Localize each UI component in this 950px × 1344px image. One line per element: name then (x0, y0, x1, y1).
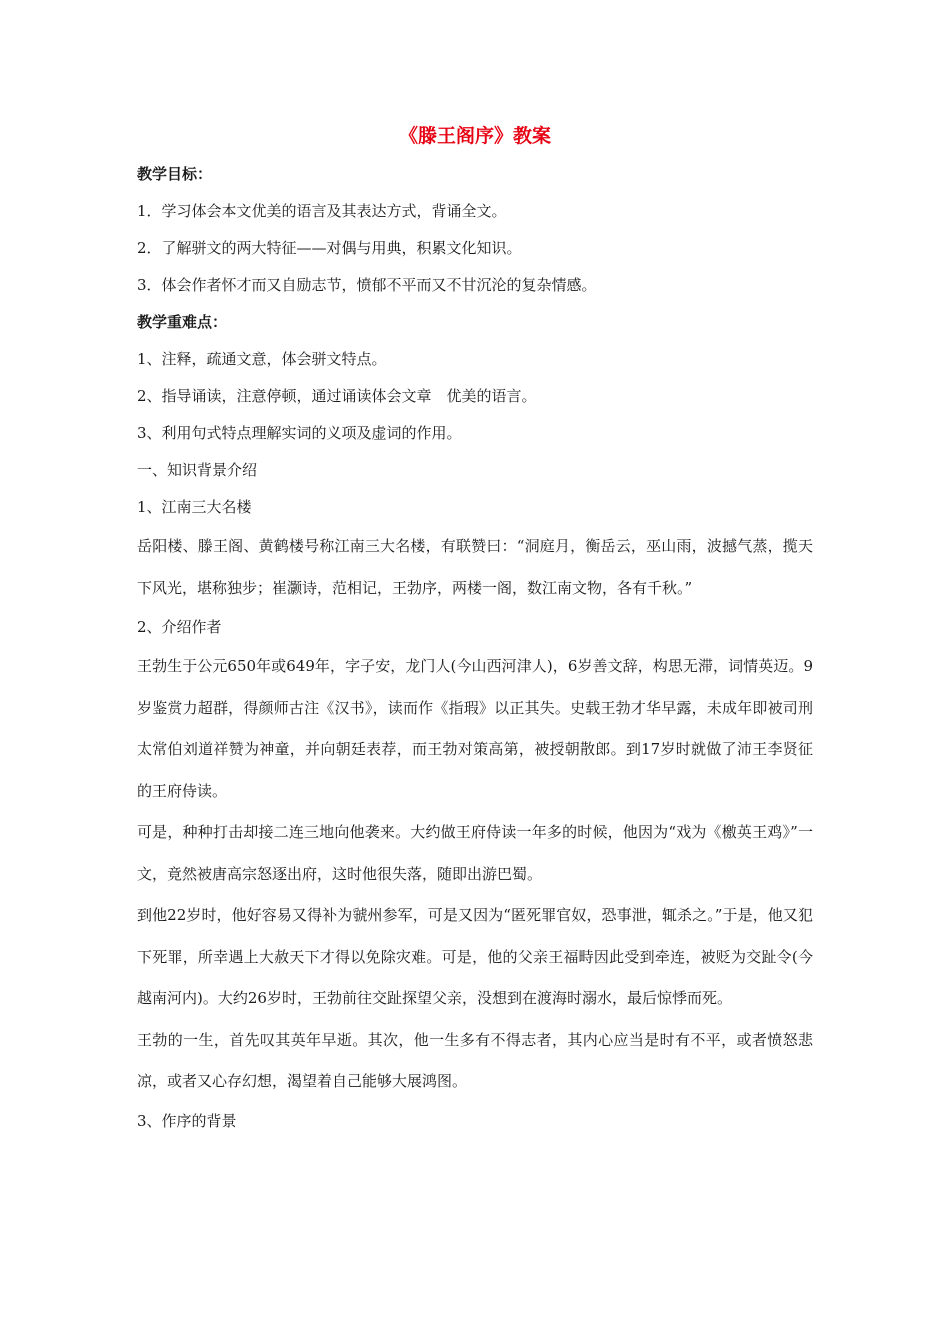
paragraph-list (137, 156, 813, 1140)
paragraph: 3．体会作者怀才而又自励志节，愤郁不平而又不甘沉沦的复杂情感。 (137, 276, 597, 294)
document-title: 《滕王阁序》教案 (398, 125, 551, 147)
paragraph: 2、介绍作者 (137, 618, 222, 636)
paragraph: 1、注释，疏通文意，体会骈文特点。 (137, 350, 387, 368)
paragraph: 可是，种种打击却接二连三地向他袭来。大约做王府侍读一年多的时候，他因为“戏为《檄英王鸡》”一文，竟然被唐高宗怒逐出府，这时他很失落，随即出游巴蜀。 (137, 823, 813, 883)
paragraph: 王勃生于公元650年或649年，字子安，龙门人(今山西河津人)，6岁善文辞，构思无滞，词情英迈。9岁鉴赏力超群，得颜师古注《汉书》，读而作《指瑕》以正其失。史载王勃才华早露，未成年即被司刑太常伯刘道祥赞为神童，并向朝廷表荐，而王勃对策高第，被授朝散郎。到17岁时就做了沛王李贤征的王府侍读。 (137, 657, 813, 800)
paragraph: 3、利用句式特点理解实词的义项及虚词的作用。 (137, 424, 462, 442)
paragraph: 1、江南三大名楼 (137, 498, 252, 516)
paragraph: 1．学习体会本文优美的语言及其表达方式，背诵全文。 (137, 202, 507, 220)
paragraph: 2．了解骈文的两大特征——对偶与用典，积累文化知识。 (137, 239, 522, 257)
paragraph: 王勃的一生，首先叹其英年早逝。其次，他一生多有不得志者，其内心应当是时有不平，或者愤怒悲凉，或者又心存幻想，渴望着自己能够大展鸿图。 (137, 1030, 813, 1090)
section-heading: 教学目标： (137, 165, 213, 183)
paragraph: 岳阳楼、滕王阁、黄鹤楼号称江南三大名楼，有联赞曰：“洞庭月，衡岳云，巫山雨，波撼气蒸，揽天下风光，堪称独步；崔灏诗，范相记，王勃序，两楼一阁，数江南文物，各有千秋。” (137, 537, 813, 597)
section-heading: 教学重难点： (137, 313, 228, 331)
paragraph: 一、知识背景介绍 (137, 461, 258, 479)
paragraph: 2、指导诵读，注意停顿，通过诵读体会文章 优美的语言。 (137, 387, 537, 405)
paragraph: 3、作序的背景 (137, 1111, 237, 1130)
document-body (137, 120, 813, 1140)
paragraph: 到他22岁时，他好容易又得补为虢州参军，可是又因为“匿死罪官奴，恐事泄，辄杀之。”于是，他又犯下死罪，所幸遇上大赦天下才得以免除灾难。可是，他的父亲王福畤因此受到牵连，被贬为交趾令(今越南河内)。大约26岁时，王勃前往交趾探望父亲，没想到在渡海时溺水，最后惊悸而死。 (137, 906, 813, 1007)
